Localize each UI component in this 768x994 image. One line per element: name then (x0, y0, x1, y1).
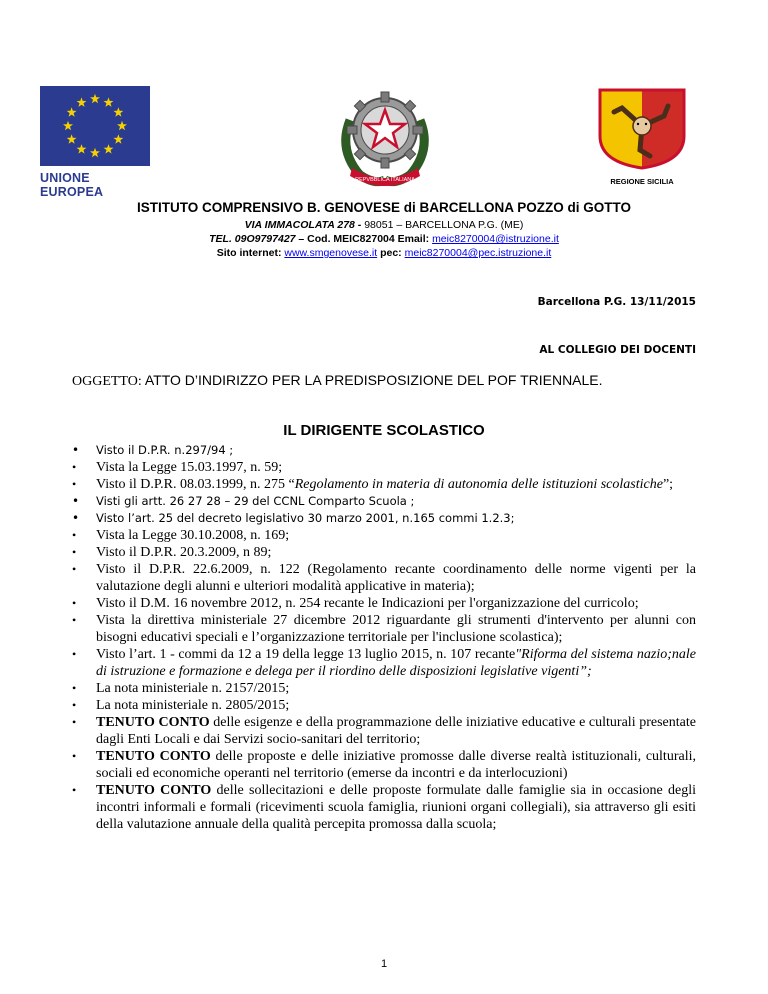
emblem-ribbon-text: REPVBBLICA ITALIANA (355, 177, 415, 183)
list-item: • Vista la Legge 30.10.2008, n. 169; (72, 527, 696, 544)
list-item: • Visto il D.P.R. 22.6.2009, n. 122 (Regolamento recante coordinamento delle norme vigenti per la valutazione degli alunni e ulteriori modalità applicative in materia); (72, 561, 696, 595)
list-item (72, 748, 696, 782)
page-number: 1 (380, 958, 388, 970)
sicily-caption: REGIONE SICILIA (610, 177, 674, 186)
list-item: • Vista la direttiva ministeriale 27 dicembre 2012 riguardante gli strumenti d'intervento per alunni con bisogni educativi speciali e l’organizzazione territoriale per l'inclusione scolastica); (72, 612, 696, 646)
web-line (0, 247, 768, 259)
list-item: • La nota ministeriale n. 2157/2015; (72, 680, 696, 697)
list-item: • Visto l’art. 25 del decreto legislativo 30 marzo 2001, n.165 commi 1.2.3; (72, 510, 696, 527)
tel-rest: – Cod. MEIC827004 Email: (295, 233, 433, 245)
item-italic: "Riforma del sistema nazio;nale di istruzione e formazione e delega per il riordino delle disposizioni legislative vigenti”; (96, 647, 696, 679)
eu-flag-icon (40, 86, 150, 166)
list-item: • La nota ministeriale n. 2805/2015; (72, 697, 696, 714)
contact-line (0, 233, 768, 245)
item-text: delle proposte e delle iniziative promosse dalle diverse realtà istituzionali, culturali, sociali ed economiche operanti nel territorio (emerse da incontri e da interlocuzioni) (96, 749, 696, 781)
address-line (0, 219, 768, 231)
item-text: delle esigenze e della programmazione delle iniziative educative e culturali presentate dagli Enti Locali e dai Servizi socio-sanitari del territorio; (96, 715, 696, 747)
italian-republic-emblem-icon (330, 80, 440, 190)
address-street: VIA IMMACOLATA 278 - (244, 219, 362, 231)
item-italic: Regolamento in materia di autonomia delle istituzioni scolastiche (294, 477, 663, 492)
subject-text: ATTO D’INDIRIZZO PER LA PREDISPOSIZIONE DEL POF TRIENNALE. (141, 372, 603, 388)
pec-link[interactable]: meic8270004@pec.istruzione.it (404, 247, 552, 259)
list-item: • Visti gli artt. 26 27 28 – 29 del CCNL Comparto Scuola ; (72, 493, 696, 510)
site-label: Sito internet: (216, 247, 285, 259)
item-bold: TENUTO CONTO (96, 715, 210, 730)
eu-logo (40, 86, 150, 199)
website-link[interactable]: www.smgenovese.it (284, 247, 378, 259)
email-link[interactable]: meic8270004@istruzione.it (432, 233, 559, 245)
list-item (72, 782, 696, 833)
date-line: Barcellona P.G. 13/11/2015 (537, 296, 696, 308)
trinacria-icon (592, 86, 692, 170)
list-item: • Vista la Legge 15.03.1997, n. 59; (72, 459, 696, 476)
list-item (72, 714, 696, 748)
premises-list (72, 442, 696, 833)
list-item: • Visto il D.P.R. n.297/94 ; (72, 442, 696, 459)
list-item: • Visto il D.P.R. 20.3.2009, n 89; (72, 544, 696, 561)
list-item: • Visto il D.M. 16 novembre 2012, n. 254 recante le Indicazioni per l'organizzazione del curricolo; (72, 595, 696, 612)
subject-label: OGGETTO: (72, 374, 142, 389)
recipient: AL COLLEGIO DEI DOCENTI (539, 344, 696, 356)
item-text: ”; (662, 477, 674, 492)
page-heading: IL DIRIGENTE SCOLASTICO (283, 422, 485, 439)
item-bold: TENUTO CONTO (96, 783, 212, 798)
address-city: 98051 – BARCELLONA P.G. (ME) (361, 219, 524, 231)
subject-line (72, 372, 603, 390)
institute-name: ISTITUTO COMPRENSIVO B. GENOVESE di BARCELLONA POZZO di GOTTO (136, 200, 632, 215)
list-item (72, 646, 696, 680)
item-text: delle sollecitazioni e delle proposte formulate dalle famiglie sia in occasione degli incontri informali e formali (ricevimenti scuola famiglia, riunioni organi collegiali), sia attraverso gli esiti della valutazione annuale della qualità percepita promossa dalla scuola; (96, 783, 696, 832)
list-item (72, 476, 696, 493)
pec-label: pec: (377, 247, 405, 259)
item-bold: TENUTO CONTO (96, 749, 211, 764)
tel-label: TEL. 09O9797427 (209, 233, 296, 245)
item-text: Visto l’art. 1 - commi da 12 a 19 della legge 13 luglio 2015, n. 107 recante (96, 647, 516, 662)
eu-caption: UNIONE EUROPEA (40, 171, 104, 199)
item-text: Visto il D.P.R. 08.03.1999, n. 275 “ (96, 477, 295, 492)
regione-sicilia-logo (592, 86, 692, 186)
